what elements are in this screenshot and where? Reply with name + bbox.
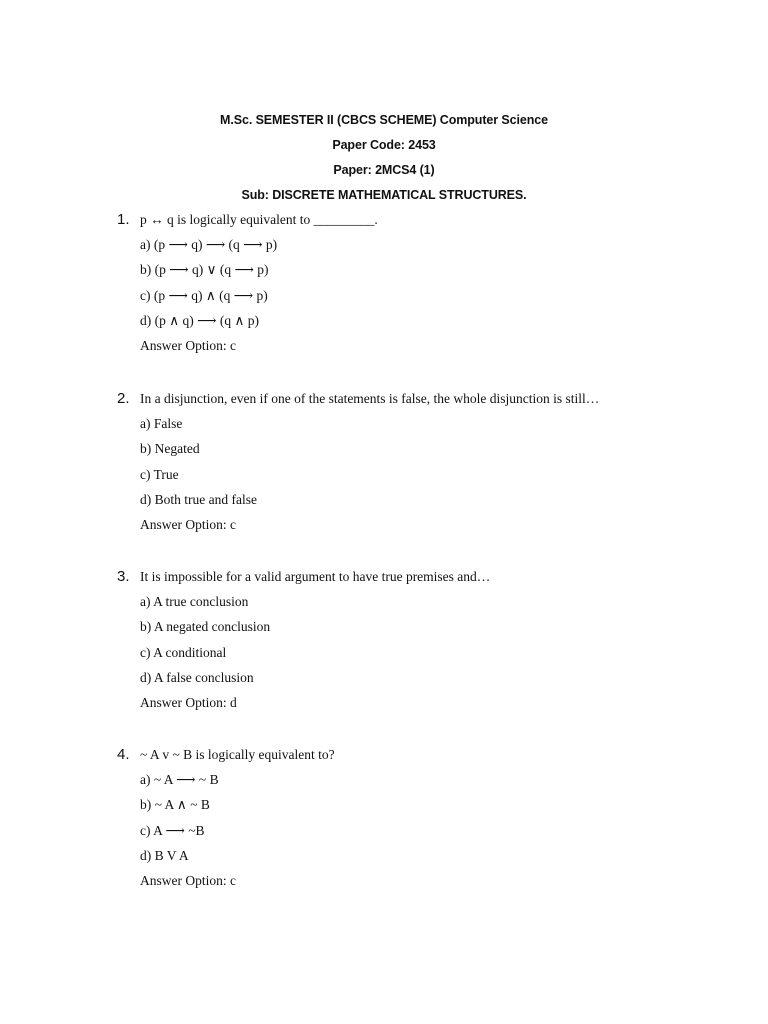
question-text: In a disjunction, even if one of the statements is false, the whole disjunction is still…: [140, 391, 600, 406]
answer-option: Answer Option: c: [140, 517, 236, 533]
question-number: 2.: [117, 390, 130, 407]
option-a: a) (p ⟶ q) ⟶ (q ⟶ p): [140, 237, 278, 252]
option-list: [140, 594, 270, 720]
option-list: [140, 772, 236, 898]
option-b: b) A negated conclusion: [140, 619, 271, 635]
option-a: a) ~ A ⟶ ~ B: [140, 772, 219, 787]
option-d: d) Both true and false: [140, 491, 257, 507]
option-b: b) Negated: [140, 441, 200, 457]
answer-option: Answer Option: c: [140, 338, 236, 354]
option-c: c) A ⟶ ~B: [140, 822, 205, 838]
option-d: d) A false conclusion: [140, 669, 254, 685]
question-number: 3.: [117, 568, 130, 585]
question-number: 1.: [117, 211, 130, 228]
option-c: c) (p ⟶ q) ∧ (q ⟶ p): [140, 287, 268, 303]
option-d: d) (p ∧ q) ⟶ (q ∧ p): [140, 312, 259, 328]
option-c: c) True: [140, 466, 179, 482]
paper-code: Paper Code: 2453: [332, 138, 436, 152]
paper-number: Paper: 2MCS4 (1): [333, 163, 435, 177]
course-title: M.Sc. SEMESTER II (CBCS SCHEME) Computer Science: [220, 113, 548, 127]
question-text: It is impossible for a valid argument to have true premises and…: [140, 569, 491, 584]
answer-option: Answer Option: d: [140, 695, 237, 711]
option-b: b) ~ A ∧ ~ B: [140, 797, 210, 813]
question-text: p ↔ q is logically equivalent to _________.: [140, 212, 378, 227]
option-list: [140, 237, 277, 363]
answer-option: Answer Option: c: [140, 873, 236, 889]
option-b: b) (p ⟶ q) ∨ (q ⟶ p): [140, 262, 269, 278]
option-list: [140, 416, 257, 542]
subject-title: Sub: DISCRETE MATHEMATICAL STRUCTURES.: [241, 188, 527, 202]
option-d: d) B V A: [140, 847, 189, 863]
option-a: a) False: [140, 416, 183, 431]
question-number: 4.: [117, 746, 130, 763]
option-a: a) A true conclusion: [140, 594, 249, 609]
question-text: ~ A v ~ B is logically equivalent to?: [140, 747, 335, 762]
option-c: c) A conditional: [140, 644, 227, 660]
